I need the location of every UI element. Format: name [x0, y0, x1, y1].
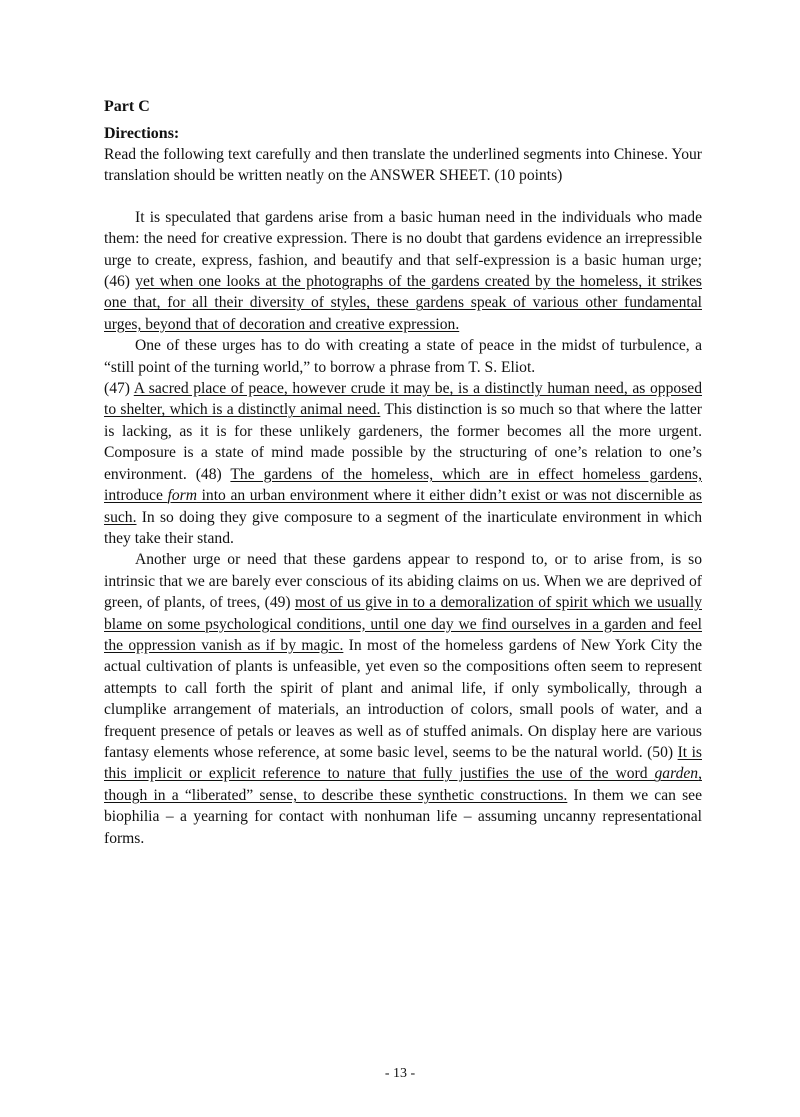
segment-50-italic-garden: garden	[654, 765, 699, 783]
segment-48-part-b: into an urban environment where it either didn’t exist or was not discernible as such.	[104, 487, 702, 526]
segment-48-italic-form: form	[167, 487, 197, 505]
part-title: Part C	[104, 98, 150, 115]
directions-text: Read the following text carefully and then translate the underlined segments into Chinese. Your translation should be written neatly on the ANSWER SHEET. (10 points)	[104, 146, 702, 185]
underlined-segment-46: yet when one looks at the photographs of the gardens created by the homeless, it strikes one that, for all their diversity of styles, these gardens speak of various other fundamental urges, beyond that of decoration and creative expression.	[104, 273, 702, 333]
paragraph-3	[104, 378, 702, 549]
paragraph-4-text-a: Another urge or need that these gardens appear to respond to, or to arise from, is so intrinsic that we are barely ever conscious of its abiding claims on us. When we are deprived of green, of plants, of trees, (49)	[104, 551, 702, 612]
paragraph-2-text: One of these urges has to do with creating a state of peace in the midst of turbulence, a “still point of the turning world,” to borrow a phrase from T. S. Eliot.	[104, 337, 702, 376]
directions-label: Directions:	[104, 125, 180, 142]
segment-50-part-b: , though in a “liberated” sense, to describe these synthetic constructions.	[104, 765, 702, 804]
page-number: - 13 -	[384, 1066, 416, 1081]
underlined-segment-47: A sacred place of peace, however crude it may be, is a distinctly human need, as opposed to shelter, which is a distinctly animal need.	[104, 380, 702, 419]
paragraph-3-text-b: In so doing they give composure to a segment of the inarticulate environment in which they take their stand.	[104, 508, 702, 547]
paragraph-1	[104, 207, 702, 335]
segment-48-part-a: The gardens of the homeless, which are in effect homeless gardens, introduce	[104, 465, 702, 505]
segment-47-number: (47)	[104, 380, 134, 398]
segment-50-part-a: It is this implicit or explicit reference to nature that fully justifies the use of the word	[104, 743, 702, 783]
paragraph-4-text-c: In them we can see biophilia – a yearning for contact with nonhuman life – assuming uncanny representational forms.	[104, 786, 702, 847]
exam-page	[104, 96, 702, 849]
paragraph-1-text: It is speculated that gardens arise from a basic human need in the individuals who made them: the need for creative expression. There is no doubt that gardens evidence an irrepressible urge to create, express, fashion, and beautify and that self-expression is a basic human urge; (46)	[104, 208, 702, 291]
paragraph-3-text-a: This distinction is so much so that where the latter is lacking, as it is for these unlikely gardeners, the former becomes all the more urgent. Composure is a state of mind made possible by the structuring of one’s relation to one’s environment. (48)	[104, 401, 702, 483]
paragraph-2	[104, 335, 702, 378]
paragraph-4	[104, 549, 702, 849]
underlined-segment-49: most of us give in to a demoralization of spirit which we usually blame on some psychological conditions, until one day we find ourselves in a garden and feel the oppression vanish as if by magic.	[104, 594, 702, 654]
paragraph-4-text-b: In most of the homeless gardens of New York City the actual cultivation of plants is unfeasible, yet even so the compositions often seem to represent attempts to call forth the spirit of plant and animal life, if only symbolically, through a clumplike arrangement of materials, an introduction of colors, small pools of water, and a frequent presence of petals or leaves as well as of stuffed animals. On display here are various fantasy elements whose reference, at some basic level, seems to be the natural world. (50)	[104, 636, 702, 761]
